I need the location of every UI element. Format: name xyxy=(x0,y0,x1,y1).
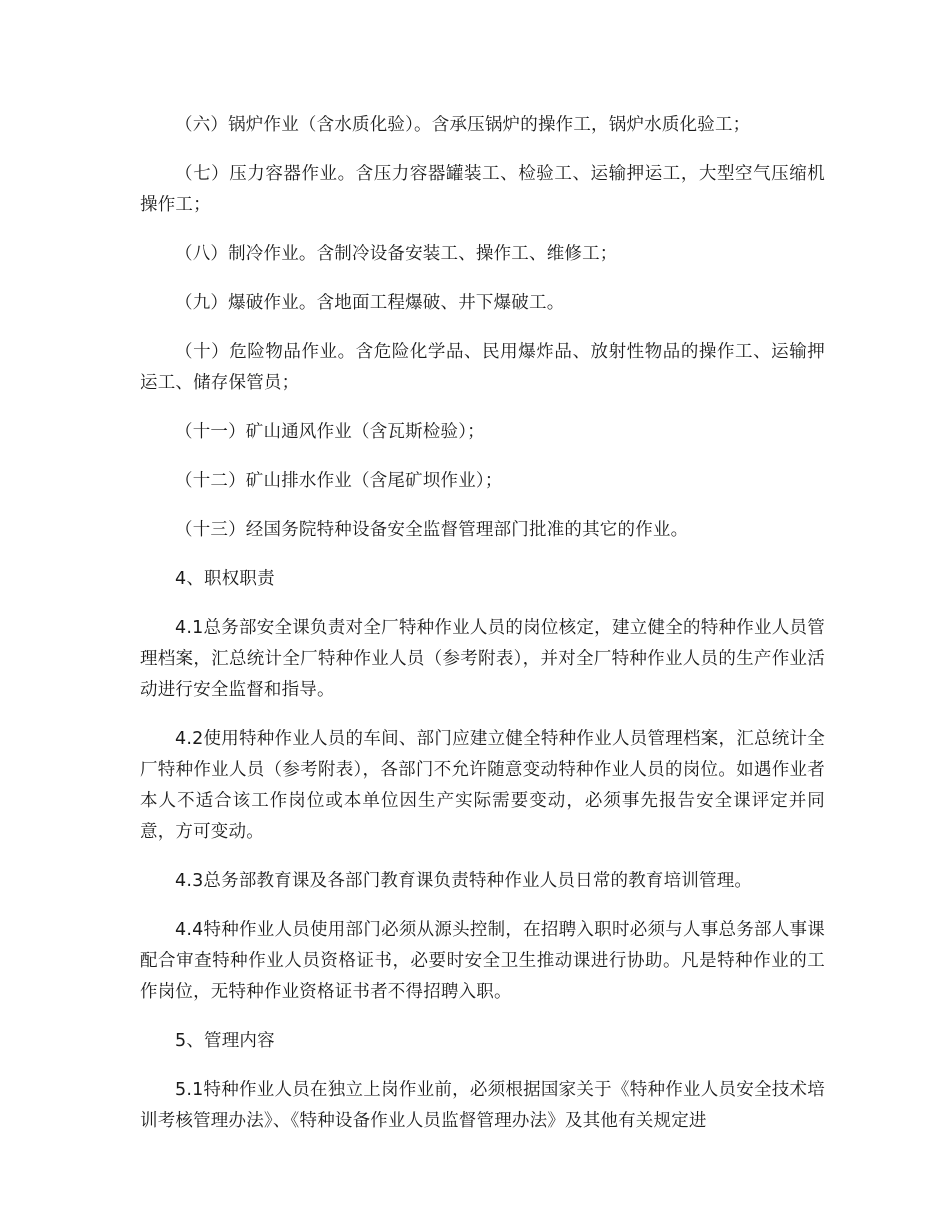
paragraph-mine-ventilation: （十一）矿山通风作业（含瓦斯检验）； xyxy=(175,422,485,442)
paragraph-blasting-work: （九）爆破作业。含地面工程爆破、井下爆破工。 xyxy=(175,293,565,313)
paragraph-refrigeration-work: （八）制冷作业。含制冷设备安装工、操作工、维修工； xyxy=(175,244,618,264)
paragraph-pressure-vessel-work: （七）压力容器作业。含压力容器罐装工、检验工、运输押运工，大型空气压缩机操作工； xyxy=(140,164,825,215)
paragraph-4-3: 4.3总务部教育课及各部门教育课负责特种作业人员日常的教育培训管理。 xyxy=(175,871,753,891)
paragraph-4-4: 4.4特种作业人员使用部门必须从源头控制，在招聘入职时必须与人事总务部人事课配合审查特种作业人员资格证书，必要时安全卫生推动课进行协助。凡是特种作业的工作岗位，无特种作业资格证书者不得招聘入职。 xyxy=(140,920,825,1002)
paragraph-5-1: 5.1特种作业人员在独立上岗作业前，必须根据国家关于《特种作业人员安全技术培训考核管理办法》、《特种设备作业人员监督管理办法》及其他有关规定进 xyxy=(140,1080,825,1131)
paragraph-4-2: 4.2使用特种作业人员的车间、部门应建立健全特种作业人员管理档案，汇总统计全厂特种作业人员（参考附表），各部门不允许随意变动特种作业人员的岗位。如遇作业者本人不适合该工作岗位或本单位因生产实际需要变动，必须事先报告安全课评定并同意，方可变动。 xyxy=(140,729,825,842)
paragraph-4-1: 4.1总务部安全课负责对全厂特种作业人员的岗位核定，建立健全的特种作业人员管理档案，汇总统计全厂特种作业人员（参考附表），并对全厂特种作业人员的生产作业活动进行安全监督和指导。 xyxy=(140,618,825,700)
paragraph-other-approved-work: （十三）经国务院特种设备安全监督管理部门批准的其它的作业。 xyxy=(175,520,689,540)
paragraph-hazardous-goods-work: （十）危险物品作业。含危险化学品、民用爆炸品、放射性物品的操作工、运输押运工、储存保管员； xyxy=(140,342,825,393)
section-heading-management-content: 5、管理内容 xyxy=(175,1031,275,1051)
paragraph-boiler-work: （六）锅炉作业（含水质化验）。含承压锅炉的操作工，锅炉水质化验工； xyxy=(175,115,751,135)
paragraph-mine-drainage: （十二）矿山排水作业（含尾矿坝作业）； xyxy=(175,471,503,491)
section-heading-responsibilities: 4、职权职责 xyxy=(175,569,275,589)
document-body xyxy=(140,110,825,1155)
